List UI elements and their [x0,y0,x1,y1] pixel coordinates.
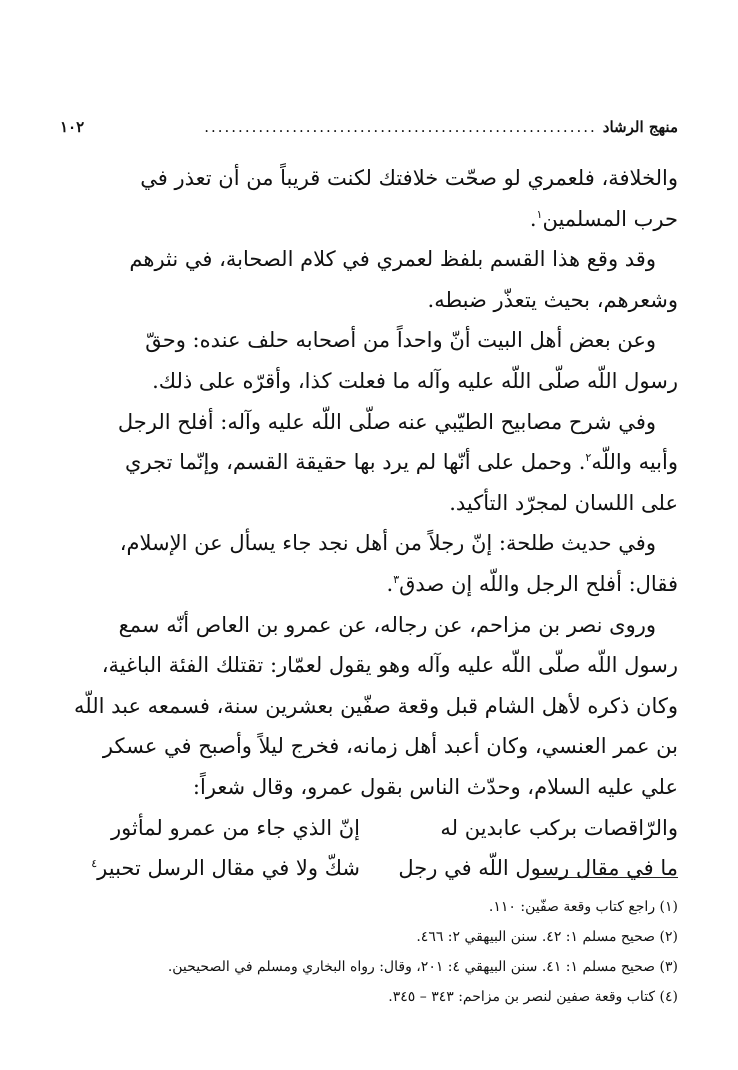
text-line: بن عمر العنسي، وكان أعبد أهل زمانه، فخرج ليلاً وأصبح في عسكر [102,734,678,759]
text-line: وعن بعض أهل البيت أنّ واحداً من أصحابه حلف عنده: وحقّ [145,328,656,353]
footnote: (١) راجع كتاب وقعة صفّين: ١١٠. [488,899,678,915]
page-number: ١٠٢ [60,118,85,136]
text-line: علي عليه السلام، وحدّث الناس بقول عمرو، وقال شعراً: [192,774,678,799]
text-line: حرب المسلمين$^١$. [529,206,678,231]
text-line: على اللسان لمجرّد التأكيد. [449,490,678,515]
footnote-ref[interactable]: ٢ [585,451,592,465]
text-line: وشعرهم، بحيث يتعذّر ضبطه. [427,287,678,312]
text-line: رسول اللّه صلّى اللّه عليه وآله ما فعلت كذا، وأقرّه على ذلك. [152,368,678,393]
verse-first-hemistich: ما في مقال رسول اللّه في رجل [398,856,678,881]
text-line: وأبيه واللّه$^٢$. وحمل على أنّها لم يرد بها حقيقة القسم، وإنّما تجري [125,450,678,475]
poem-verse [60,848,678,889]
verse-second-hemistich: إنّ الذي جاء من عمرو لمأثور [111,815,360,840]
book-page [60,0,678,1070]
poem-verse [60,808,678,849]
text-line: وفي شرح مصابيح الطيّبي عنه صلّى اللّه عليه وآله: أفلح الرجل [117,409,656,434]
header-dot-leader: .......................................................... [204,118,597,136]
text-line: وكان ذكره لأهل الشام قبل وقعة صفّين بعشرين سنة، فسمعه عبد اللّه [73,693,678,718]
footnote-ref[interactable]: ٣ [393,572,400,586]
text-line: وفي حديث طلحة: إنّ رجلاً من أهل نجد جاء يسأل عن الإسلام، [119,531,656,556]
body-text [60,158,678,889]
footnote-separator [538,877,678,878]
verse-first-hemistich: والرّاقصات بركب عابدين له [440,815,678,840]
footnote-ref[interactable]: ١ [536,207,543,221]
text-line: رسول اللّه صلّى اللّه عليه وآله وهو يقول لعمّار: تقتلك الفئة الباغية، [101,653,678,678]
footnotes [60,892,678,1012]
text-line: والخلافة، فلعمري لو صحّت خلافتك لكنت قريباً من أن تعذر في [140,166,678,190]
text-line: وروى نصر بن مزاحم، عن رجاله، عن عمرو بن العاص أنّه سمع [118,612,656,637]
verse-second-hemistich: شكّ ولا في مقال الرسل تحبير$^٤$ [91,856,360,881]
footnote: (٢) صحيح مسلم ١: ٤٢. سنن البيهقي ٢: ٤٦٦. [416,929,678,945]
text-line: وقد وقع هذا القسم بلفظ لعمري في كلام الصحابة، في نثرهم [129,247,656,272]
text-line: فقال: أفلح الرجل واللّه إن صدق$^٣$. [386,571,678,596]
footnote-ref[interactable]: ٤ [91,857,98,871]
page-header [60,115,678,139]
footnote: (٤) كتاب وقعة صفين لنصر بن مزاحم: ٣٤٣ – ٣٤٥. [388,989,678,1005]
running-title: منهج الرشاد [602,118,678,136]
footnote: (٣) صحيح مسلم ١: ٤١. سنن البيهقي ٤: ٢٠١، وقال: رواه البخاري ومسلم في الصحيحين. [167,959,678,975]
